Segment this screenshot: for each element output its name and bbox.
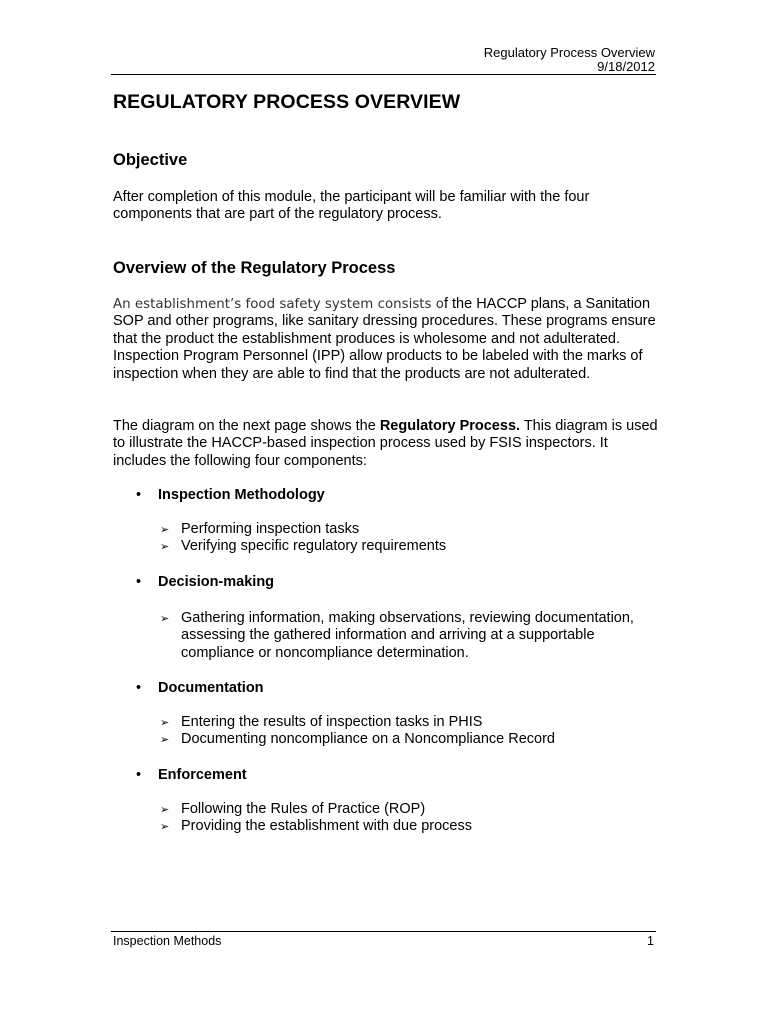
overview-paragraph-1-lead: An establishment’s food safety system consists o: [113, 297, 444, 312]
subitem: [160, 731, 660, 748]
subitem: [160, 521, 660, 538]
footer-rule: [111, 931, 656, 932]
subitem: [160, 714, 660, 731]
header-date: 9/18/2012: [597, 59, 655, 74]
overview-paragraph-2-end: This diagram is used to illustrate the HACCP-based inspection process used by FSIS inspectors. It includes the following four components:: [113, 418, 658, 469]
subitem: [160, 818, 660, 835]
component-subitems: [160, 714, 660, 749]
footer-section-name: Inspection Methods: [113, 934, 222, 948]
component-subitems: [160, 610, 660, 662]
subitem: [160, 801, 660, 818]
subitem-text: Documenting noncompliance on a Noncompliance Record: [181, 731, 555, 748]
component-label: Inspection Methodology: [158, 487, 325, 503]
arrow-bullet-icon: ➢: [160, 523, 170, 536]
objective-text: After completion of this module, the participant will be familiar with the four components that are part of the regulatory process.: [113, 189, 590, 223]
subitem-text: Performing inspection tasks: [181, 521, 360, 537]
page-title: REGULATORY PROCESS OVERVIEW: [113, 91, 461, 113]
bullet-icon: •: [136, 680, 142, 696]
component-subitems: [160, 521, 660, 556]
page-number: 1: [647, 934, 654, 948]
overview-heading: Overview of the Regulatory Process: [113, 259, 396, 277]
component-label: Documentation: [158, 680, 264, 696]
arrow-bullet-icon: ➢: [160, 733, 170, 747]
subitem: [160, 538, 660, 555]
overview-paragraph-1: [113, 296, 661, 383]
header-rule: [111, 74, 656, 75]
bullet-icon: •: [136, 487, 142, 503]
objective-heading: Objective: [113, 151, 188, 169]
component-label: Enforcement: [158, 767, 247, 783]
arrow-bullet-icon: ➢: [160, 540, 170, 554]
regulatory-process-term: Regulatory Process.: [379, 418, 521, 434]
bullet-icon: •: [136, 767, 142, 783]
arrow-bullet-icon: ➢: [160, 820, 170, 834]
overview-paragraph-1-rest: f the HACCP plans, a Sanitation SOP and other programs, like sanitary dressing procedures. These programs ensure that the product the establishment produces is wholesome and not adulterated. Inspection Program Personnel (IPP) allow products to be labeled with the marks of inspection when they are able to find that the products are not adulterated.: [113, 296, 656, 382]
arrow-bullet-icon: ➢: [160, 803, 170, 816]
subitem-text: Following the Rules of Practice (ROP): [181, 801, 426, 817]
overview-paragraph-2-start: The diagram on the next page shows the: [113, 418, 380, 434]
header-title: Regulatory Process Overview: [483, 45, 655, 60]
overview-paragraph-2: [113, 418, 661, 470]
arrow-bullet-icon: ➢: [160, 716, 170, 729]
arrow-bullet-icon: ➢: [160, 612, 170, 625]
component-subitems: [160, 801, 660, 836]
subitem-text: Verifying specific regulatory requirements: [181, 538, 447, 555]
bullet-icon: •: [136, 574, 142, 590]
subitem-text: Providing the establishment with due process: [181, 818, 472, 835]
subitem-text: Entering the results of inspection tasks in PHIS: [181, 714, 483, 730]
component-label: Decision-making: [158, 574, 275, 590]
subitem-text: Gathering information, making observations, reviewing documentation, assessing the gathered information and arriving at a supportable compliance or noncompliance determination.: [181, 610, 634, 661]
subitem: [160, 610, 660, 662]
